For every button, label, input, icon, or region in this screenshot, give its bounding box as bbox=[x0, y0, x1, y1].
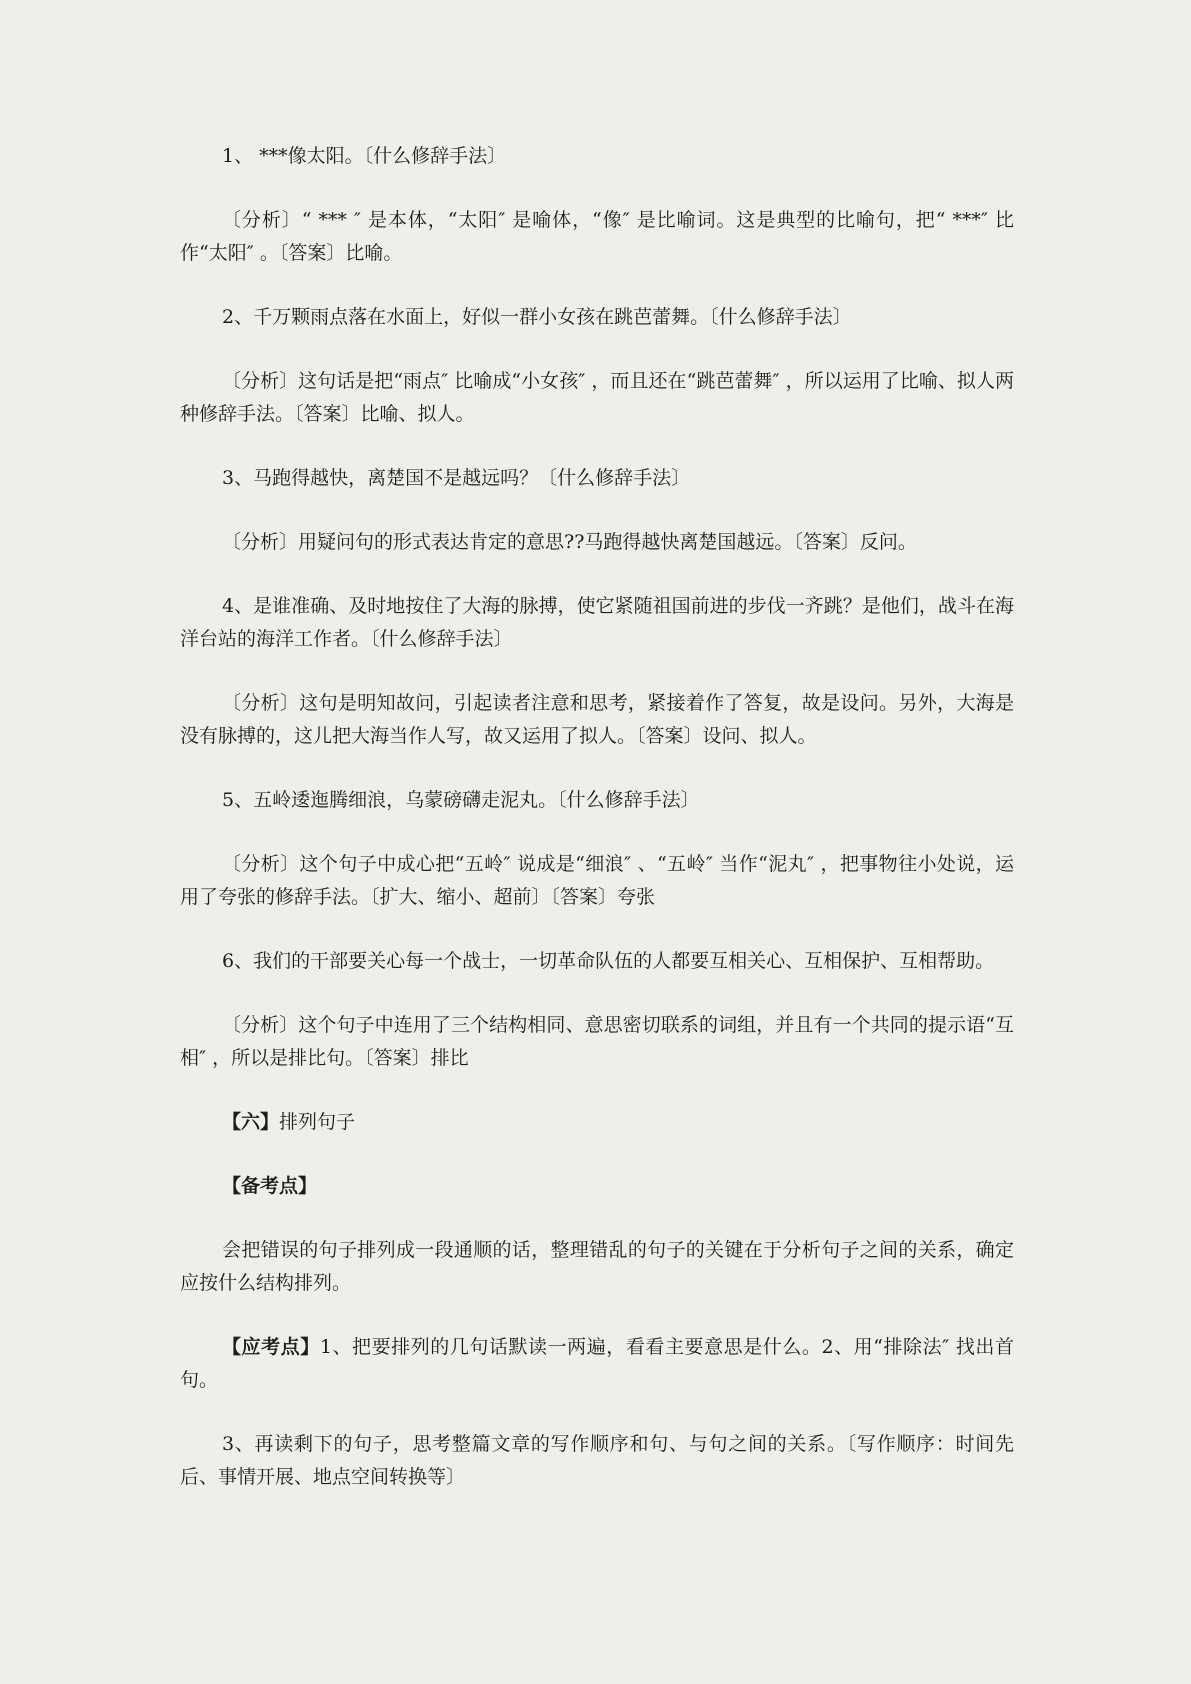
exam-points-text: 1、把要排列的几句话默读一两遍，看看主要意思是什么。2、用“排除法″ 找出首句。 bbox=[180, 1336, 1014, 1391]
paragraph-11: 6、我们的干部要关心每一个战士，一切革命队伍的人都要互相关心、互相保护、互相帮助。 bbox=[222, 950, 995, 972]
paragraph-15: 会把错误的句子排列成一段通顺的话，整理错乱的句子的关键在于分析句子之间的关系，确定应按什么结构排列。 bbox=[180, 1239, 1014, 1294]
document-body bbox=[180, 140, 1014, 1525]
paragraph-6: 〔分析〕用疑问句的形式表达肯定的意思??马跑得越快离楚国越远。〔答案〕反问。 bbox=[222, 531, 917, 553]
prep-points-heading bbox=[180, 1170, 1014, 1203]
paragraph-12: 〔分析〕这个句子中连用了三个结构相同、意思密切联系的词组，并且有一个共同的提示语“互相″ ，所以是排比句。〔答案〕排比 bbox=[180, 1014, 1014, 1069]
paragraph-10: 〔分析〕这个句子中成心把“五岭″ 说成是“细浪″ 、“五岭″ 当作“泥丸″ ，把事物往小处说，运用了夸张的修辞手法。〔扩大、缩小、超前〕〔答案〕夸张 bbox=[180, 853, 1014, 908]
section-heading-text: 排列句子 bbox=[279, 1111, 356, 1133]
paragraph-17: 3、再读剩下的句子，思考整篇文章的写作顺序和句、与句之间的关系。〔写作顺序：时间先后、事情开展、地点空间转换等〕 bbox=[180, 1433, 1014, 1488]
paragraph-5: 3、马跑得越快，离楚国不是越远吗？〔什么修辞手法〕 bbox=[222, 467, 691, 489]
exam-points-paragraph bbox=[180, 1331, 1014, 1397]
paragraph-7: 4、是谁准确、及时地按住了大海的脉搏，使它紧随祖国前进的步伐一齐跳？是他们，战斗在海洋台站的海洋工作者。〔什么修辞手法〕 bbox=[180, 595, 1014, 650]
section-heading-6 bbox=[180, 1106, 1014, 1139]
paragraph-8: 〔分析〕这句是明知故问，引起读者注意和思考，紧接着作了答复，故是设问。另外，大海是没有脉搏的，这儿把大海当作人写，故又运用了拟人。〔答案〕设问、拟人。 bbox=[180, 692, 1014, 747]
paragraph-4: 〔分析〕这句话是把“雨点″ 比喻成“小女孩″ ，而且还在“跳芭蕾舞″ ，所以运用了比喻、拟人两种修辞手法。〔答案〕比喻、拟人。 bbox=[180, 370, 1014, 425]
paragraph-3: 2、千万颗雨点落在水面上，好似一群小女孩在跳芭蕾舞。〔什么修辞手法〕 bbox=[222, 306, 852, 328]
section-heading-label: 【六】 bbox=[222, 1111, 280, 1133]
paragraph-1: 1、 ***像太阳。〔什么修辞手法〕 bbox=[222, 145, 507, 167]
prep-points-label: 【备考点】 bbox=[222, 1175, 318, 1197]
exam-points-label: 【应考点】 bbox=[222, 1336, 320, 1358]
paragraph-2: 〔分析〕“ *** ″ 是本体，“太阳″ 是喻体，“像″ 是比喻词。这是典型的比喻句，把“ ***″ 比作“太阳″ 。〔答案〕比喻。 bbox=[180, 209, 1014, 264]
paragraph-9: 5、五岭逶迤腾细浪，乌蒙磅礴走泥丸。〔什么修辞手法〕 bbox=[222, 789, 700, 811]
